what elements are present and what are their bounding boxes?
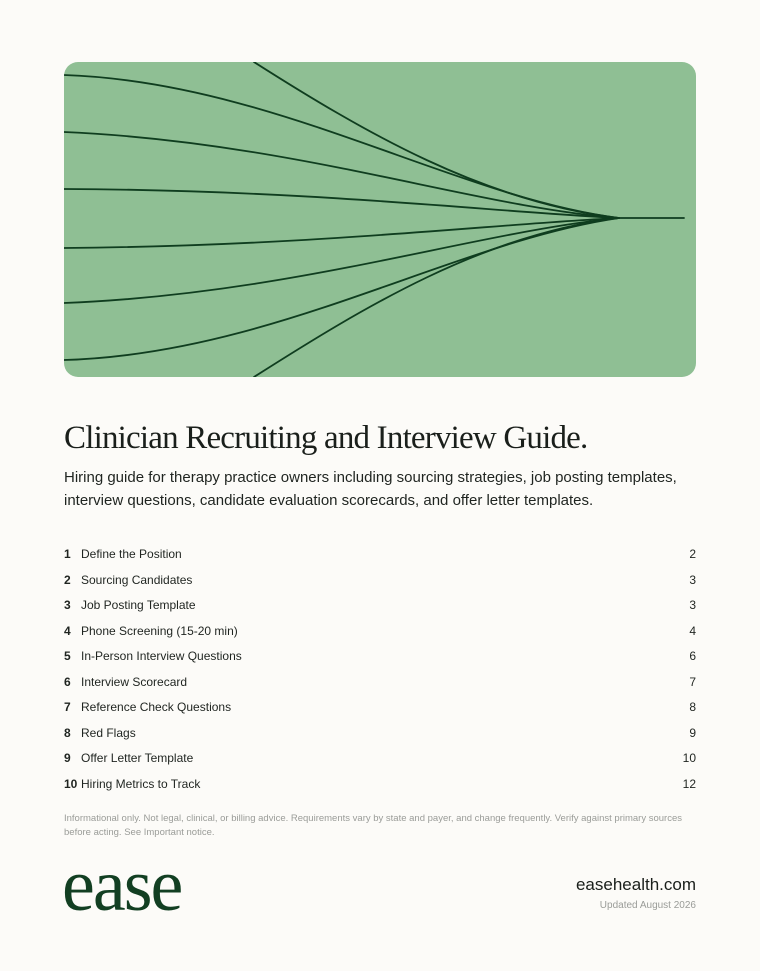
toc-item-number: 8 [64,725,71,740]
toc-item-title: Offer Letter Template [81,751,194,765]
document-subtitle: Hiring guide for therapy practice owners including sourcing strategies, job posting templates, interview questions, candidate evaluation scorecards, and offer letter templates. [64,469,677,509]
toc-item-number: 10 [64,776,78,791]
toc-item-page: 4 [689,623,696,638]
toc-item[interactable] [64,670,696,696]
toc-item-page: 7 [689,674,696,689]
toc-item[interactable] [64,644,696,670]
toc-item-page: 3 [689,598,696,612]
toc-item-number: 5 [64,649,71,663]
toc-item-title: Reference Check Questions [81,700,232,714]
toc-item-title: Job Posting Template [81,598,196,612]
toc-item-number: 3 [64,598,71,612]
toc-item[interactable] [64,593,696,619]
hero-line [254,62,619,218]
toc-item-title: Define the Position [81,547,182,561]
toc-item-number: 1 [64,547,71,561]
legal-disclaimer: Informational only. Not legal, clinical, or billing advice. Requirements vary by state and payer, and change frequently. Verify against primary sources before acting. See Important notice. [64,813,682,838]
hero-illustration [64,62,696,377]
toc-item[interactable] [64,721,696,747]
hero-line [64,218,619,303]
converging-lines-icon [64,62,696,377]
toc-item[interactable] [64,695,696,721]
updated-date: Updated August 2026 [599,900,696,911]
toc-item-title: Hiring Metrics to Track [81,776,201,791]
toc-item-title: Phone Screening (15-20 min) [81,623,238,638]
toc-item-number: 9 [64,751,71,765]
ease-logo: ease [62,845,182,927]
toc-item-page: 9 [689,725,696,740]
toc-item[interactable] [64,619,696,645]
toc-item-page: 3 [689,572,696,587]
toc-item-title: Interview Scorecard [81,674,188,689]
toc-item-number: 7 [64,700,71,714]
toc-item-number: 4 [64,623,71,638]
document-title: Clinician Recruiting and Interview Guide. [64,420,588,456]
hero-line [64,132,619,218]
toc-item-page: 2 [689,547,696,561]
toc-item-title: Sourcing Candidates [81,572,193,587]
hero-line [254,218,619,377]
hero-line [64,75,619,218]
toc-item[interactable] [64,568,696,594]
toc-item[interactable] [64,772,696,798]
toc-item-title: Red Flags [81,725,136,740]
toc-item-title: In-Person Interview Questions [81,649,242,663]
hero-line [64,189,619,218]
toc-item-page: 12 [682,776,696,791]
toc-item[interactable] [64,542,696,568]
toc-item-page: 10 [682,751,696,765]
toc-item-number: 6 [64,674,71,689]
toc-item[interactable] [64,746,696,772]
hero-line [64,218,619,248]
table-of-contents [64,542,696,797]
website-link[interactable]: easehealth.com [575,875,696,894]
hero-line [64,218,619,360]
toc-item-page: 6 [689,649,696,663]
toc-item-number: 2 [64,572,71,587]
toc-item-page: 8 [689,700,696,714]
